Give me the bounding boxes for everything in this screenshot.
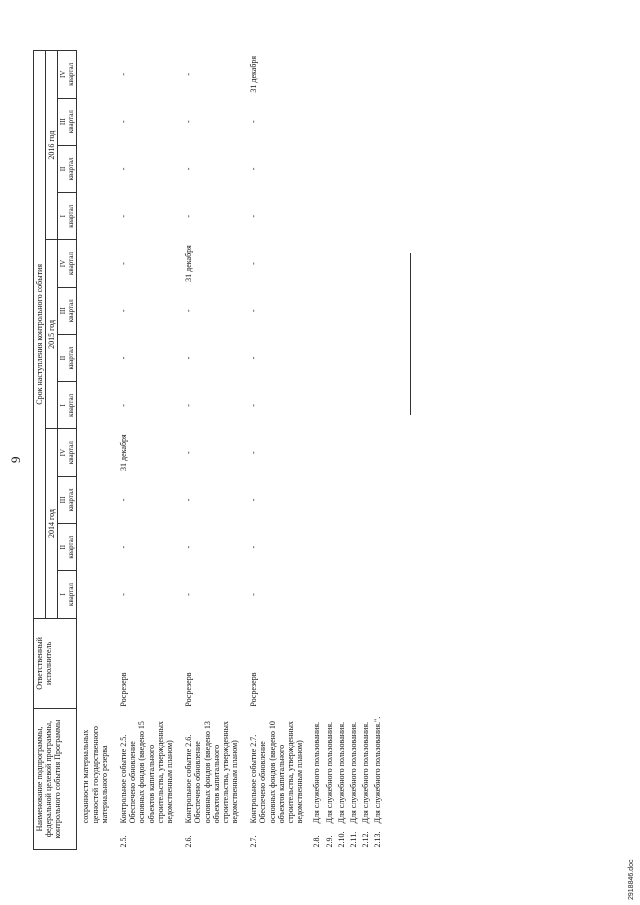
separator-line: [410, 253, 411, 415]
row-number: 2.8.: [312, 835, 322, 848]
table-row: [245, 51, 310, 850]
quarter-word: квартал: [67, 346, 76, 370]
quarter-header: [58, 287, 77, 334]
restricted-note: Для служебного пользования.: [348, 721, 358, 824]
deadline-cell: -: [249, 309, 259, 313]
deadline-cell: -: [184, 404, 194, 407]
deadline-cell: -: [119, 593, 129, 596]
deadline-cell: -: [184, 545, 194, 549]
deadline-cell: [77, 476, 115, 523]
deadline-cell: -: [184, 451, 194, 454]
deadline-cell: -: [184, 309, 194, 313]
quarter-roman: II: [59, 166, 68, 172]
year-header: 2015 год: [46, 240, 58, 429]
quarter-word: квартал: [67, 252, 76, 275]
deadline-cell: -: [184, 214, 194, 218]
deadline-date: 31 декабря: [249, 55, 259, 93]
quarter-header: [58, 145, 77, 192]
quarter-header: [58, 51, 77, 99]
year-header: 2016 год: [46, 51, 58, 240]
footer-doc-code: 2918846.doc: [628, 859, 635, 900]
deadline-cell: [77, 287, 115, 334]
deadline-cell: -: [249, 120, 259, 123]
header-responsible: Ответственный исполнитель: [34, 618, 77, 709]
header-name: Наименование подпрограммы, федеральной целевой программы, контрольного события Программы: [34, 709, 77, 850]
deadline-date: 31 декабря: [184, 245, 194, 282]
event-description: Контрольное событие 2.6. Обеспечено обновление основных фондов (введено 13 объектов капитального строительства, утвержденных ведомственным планом): [184, 721, 240, 824]
row-number: 2.10.: [336, 831, 346, 848]
row-number: 2.6.: [184, 835, 194, 848]
quarter-word: квартал: [67, 299, 76, 323]
quarter-roman: IV: [59, 448, 68, 457]
deadline-cell: -: [184, 167, 194, 171]
quarter-roman: II: [59, 544, 68, 550]
year-header: 2014 год: [46, 429, 58, 618]
quarter-roman: I: [59, 215, 68, 218]
responsible-executor: Росрезерв: [249, 672, 259, 707]
deadline-cell: [77, 98, 115, 145]
header-deadline: Срок наступления контрольного события: [34, 51, 46, 619]
deadline-cell: -: [249, 167, 259, 171]
responsible-executor: [77, 618, 115, 709]
restricted-note: Для служебного пользования.: [324, 721, 334, 824]
quarter-roman: III: [59, 118, 68, 126]
event-description: Контрольное событие 2.7. Обеспечено обновление основных фондов (введено 10 объектов капитального строительства, утвержденных ведомственным планом): [249, 721, 305, 824]
responsible-executor: Росрезерв: [184, 672, 194, 707]
quarter-word: квартал: [67, 488, 76, 512]
deadline-cell: -: [119, 262, 129, 265]
deadline-cell: -: [249, 356, 259, 360]
quarter-header: [58, 524, 77, 571]
deadline-cell: [77, 334, 115, 381]
deadline-cell: -: [119, 404, 129, 407]
deadline-cell: -: [249, 593, 259, 596]
row-number: [77, 825, 115, 849]
row-number: 2.13.: [373, 831, 383, 848]
table-body: [77, 51, 384, 850]
table-row: [359, 51, 371, 850]
quarter-header: [58, 476, 77, 523]
deadline-cell: -: [184, 356, 194, 360]
deadline-cell: -: [249, 451, 259, 454]
deadline-cell: -: [184, 593, 194, 596]
page-number: 9: [8, 456, 23, 463]
quarter-header: [58, 193, 77, 240]
quarter-roman: III: [59, 307, 68, 315]
table-row: [335, 51, 347, 850]
row-number: 2.5.: [119, 835, 129, 848]
quarter-word: квартал: [67, 393, 76, 417]
responsible-executor: Росрезерв: [119, 672, 129, 707]
table-row: [77, 51, 115, 850]
deadline-cell: -: [119, 545, 129, 549]
deadline-cell: [77, 145, 115, 192]
quarter-header: [58, 240, 77, 287]
control-events-table: [33, 50, 384, 850]
deadline-cell: -: [249, 262, 259, 265]
quarter-roman: III: [59, 496, 68, 504]
quarter-word: квартал: [67, 583, 76, 606]
table-row: [347, 51, 359, 850]
deadline-cell: -: [184, 498, 194, 502]
deadline-cell: -: [119, 120, 129, 123]
row-number: 2.9.: [324, 835, 334, 848]
deadline-date: 31 декабря: [119, 434, 129, 471]
table-row: [115, 51, 180, 850]
quarter-header: [58, 98, 77, 145]
table-row: [310, 51, 322, 850]
deadline-cell: [77, 382, 115, 429]
quarter-word: квартал: [67, 441, 76, 465]
deadline-cell: -: [249, 404, 259, 407]
restricted-note: Для служебного пользования.".: [373, 716, 383, 824]
deadline-cell: -: [184, 72, 194, 76]
deadline-cell: -: [184, 120, 194, 123]
table-row: [323, 51, 335, 850]
deadline-cell: -: [119, 309, 129, 313]
deadline-cell: [77, 51, 115, 99]
table-row: [371, 51, 383, 850]
deadline-cell: [77, 429, 115, 476]
quarter-roman: I: [59, 404, 68, 407]
deadline-cell: -: [249, 498, 259, 502]
restricted-note: Для служебного пользования.: [312, 721, 322, 824]
deadline-cell: -: [249, 545, 259, 549]
event-description: сохранности материальных ценностей государственного материального резерва: [81, 726, 109, 824]
deadline-cell: [77, 193, 115, 240]
row-number: 2.11.: [348, 831, 358, 848]
quarter-roman: IV: [59, 70, 68, 78]
quarter-roman: I: [59, 593, 68, 596]
table-row: [180, 51, 245, 850]
deadline-cell: -: [249, 214, 259, 218]
deadline-cell: -: [119, 356, 129, 360]
quarter-header: [58, 382, 77, 429]
deadline-cell: [77, 571, 115, 618]
deadline-cell: -: [119, 72, 129, 76]
quarter-roman: IV: [59, 259, 68, 268]
deadline-cell: -: [119, 167, 129, 171]
row-number: 2.12.: [361, 831, 371, 848]
quarter-word: квартал: [67, 157, 76, 181]
quarter-word: квартал: [67, 204, 76, 228]
restricted-note: Для служебного пользования.: [361, 721, 371, 824]
quarter-roman: II: [59, 355, 68, 361]
deadline-cell: -: [119, 214, 129, 218]
deadline-cell: -: [119, 498, 129, 502]
quarter-header: [58, 334, 77, 381]
deadline-cell: [77, 240, 115, 287]
row-number: 2.7.: [249, 835, 259, 848]
deadline-cell: [77, 524, 115, 571]
quarter-word: квартал: [67, 62, 76, 86]
quarter-header: [58, 429, 77, 476]
table-header: [34, 51, 77, 850]
quarter-word: квартал: [67, 110, 76, 134]
restricted-note: Для служебного пользования.: [336, 721, 346, 824]
quarter-word: квартал: [67, 535, 76, 559]
quarter-header: [58, 571, 77, 618]
event-description: Контрольное событие 2.5. Обеспечено обновление основных фондов (введено 15 объектов капитального строительства, утвержденных ведомственным планом): [119, 721, 174, 824]
